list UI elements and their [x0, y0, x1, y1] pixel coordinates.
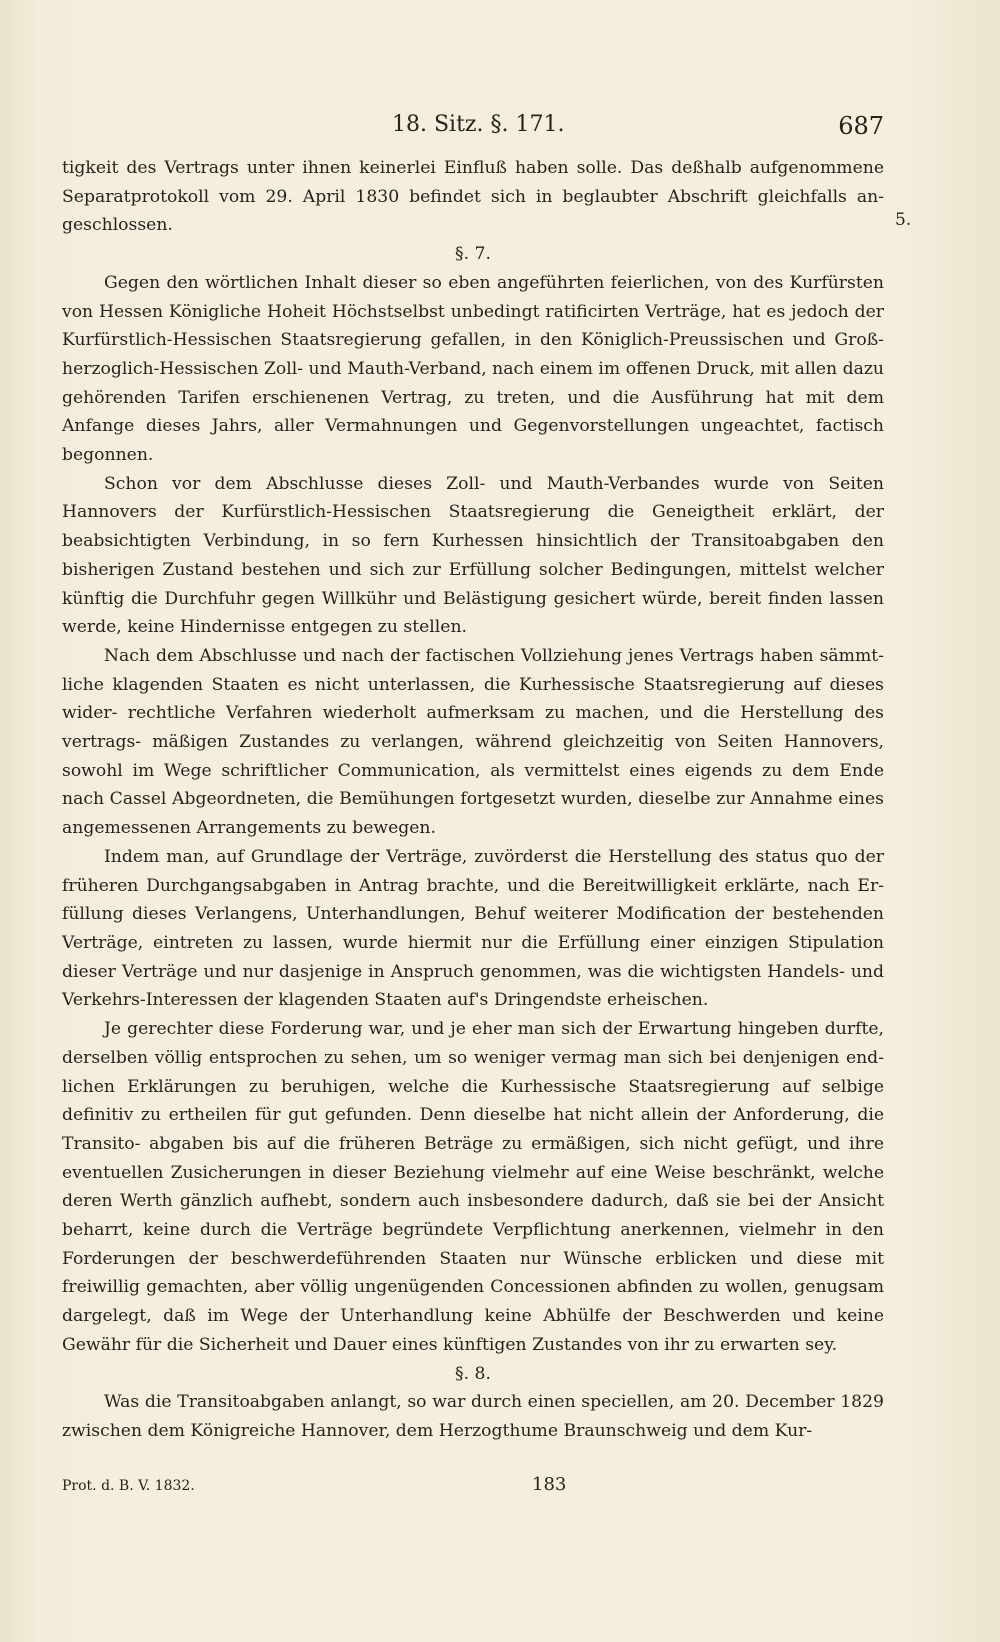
page-header	[62, 112, 884, 144]
page-body	[62, 154, 884, 1446]
paragraph: tigkeit des Vertrags unter ihnen keinerlei Einfluß haben solle. Das deßhalb aufgenommene Separatprotokoll vom 29. April 1830 befindet sich in beglaubter Abschrift gleichfalls an- geschlossen.	[62, 158, 884, 236]
paragraph: Nach dem Abschlusse und nach der factischen Vollziehung jenes Vertrags haben sämmt- liche klagenden Staaten es nicht unterlassen, die Kurhessische Staatsregierung auf dieses wider- rechtliche Verfahren wiederholt aufmerksam zu machen, und die Herstellung des vertrags- mäßigen Zustandes zu verlangen, während gleichzeitig von Seiten Hannovers, sowohl im Wege schriftlicher Communication, als vermittelst eines eigends zu dem Ende nach Cassel Abgeordneten, die Bemühungen fortgesetzt wurden, dieselbe zur Annahme eines angemessenen Arrangements zu bewegen.	[62, 645, 884, 839]
paragraph: Schon vor dem Abschlusse dieses Zoll- und Mauth-Verbandes wurde von Seiten Hannovers der Kurfürstlich-Hessischen Staatsregierung die Geneigtheit erklärt, der beabsichtigten Verbindung, in so fern Kurhessen hinsichtlich der Transitoabgaben den bisherigen Zustand bestehen und sich zur Erfüllung solcher Bedingungen, mittelst welcher künftig die Durchfuhr gegen Willkühr und Belästigung gesichert würde, bereit finden lassen werde, keine Hindernisse entgegen zu stellen.	[62, 473, 884, 638]
protocol-reference: Prot. d. B. V. 1832.	[62, 1478, 195, 1494]
paragraph: Gegen den wörtlichen Inhalt dieser so eben angeführten feierlichen, von des Kurfürsten von Hessen Königliche Hoheit Höchstselbst unbedingt ratificirten Verträge, hat es jedoch der Kurfürstlich-Hessischen Staatsregierung gefallen, in den Königlich-Preussischen und Groß- herzoglich-Hessischen Zoll- und Mauth-Verband, nach einem im offenen Druck, mit allen dazu gehörenden Tarifen erschienenen Vertrag, zu treten, und die Ausführung hat mit dem Anfange dieses Jahrs, aller Vermahnungen und Gegenvorstellungen ungeachtet, factisch begonnen.	[62, 272, 884, 466]
running-title: 18. Sitz. §. 171.	[392, 112, 565, 137]
paragraph: Je gerechter diese Forderung war, und je eher man sich der Erwartung hingeben durfte, derselben völlig entsprochen zu sehen, um so weniger vermag man sich bei denjenigen end- lichen Erklärungen zu beruhigen, welche die Kurhessische Staatsregierung auf selbige definitiv zu ertheilen für gut gefunden. Denn dieselbe hat nicht allein der Anforderung, die Transito- abgaben bis auf die früheren Beträge zu ermäßigen, sich nicht gefügt, und ihre eventuellen Zusicherungen in dieser Beziehung vielmehr auf eine Weise beschränkt, welche deren Werth gänzlich aufhebt, sondern auch insbesondere dadurch, daß sie bei der Ansicht beharrt, keine durch die Verträge begründete Verpflichtung anerkennen, vielmehr in den Forderungen der beschwerdeführenden Staaten nur Wünsche erblicken und diese mit freiwillig gemachten, aber völlig ungenügenden Concessionen abfinden zu wollen, genugsam dargelegt, daß im Wege der Unterhandlung keine Abhülfe der Beschwerden und keine Gewähr für die Sicherheit und Dauer eines künftigen Zustandes von ihr zu erwarten sey.	[62, 1019, 884, 1355]
section-heading: §. 8.	[455, 1363, 491, 1384]
page-footer	[62, 1474, 884, 1504]
paragraph: Was die Transitoabgaben anlangt, so war durch einen speciellen, am 20. December 1829 zwischen dem Königreiche Hannover, dem Herzogthume Braunschweig und dem Kur-	[62, 1392, 884, 1441]
page-number: 687	[838, 112, 884, 140]
section-heading: §. 7.	[455, 244, 491, 265]
sheet-signature: 183	[532, 1474, 567, 1495]
margin-note: 5.	[895, 210, 912, 230]
paragraph: Indem man, auf Grundlage der Verträge, zuvörderst die Herstellung des status quo der früheren Durchgangsabgaben in Antrag brachte, und die Bereitwilligkeit erklärte, nach Er- füllung dieses Verlangens, Unterhandlungen, Behuf weiterer Modification der bestehenden Verträge, eintreten zu lassen, wurde hiermit nur die Erfüllung einer einzigen Stipulation dieser Verträge und nur dasjenige in Anspruch genommen, was die wichtigsten Handels- und Verkehrs-Interessen der klagenden Staaten auf's Dringendste erheischen.	[62, 846, 884, 1011]
